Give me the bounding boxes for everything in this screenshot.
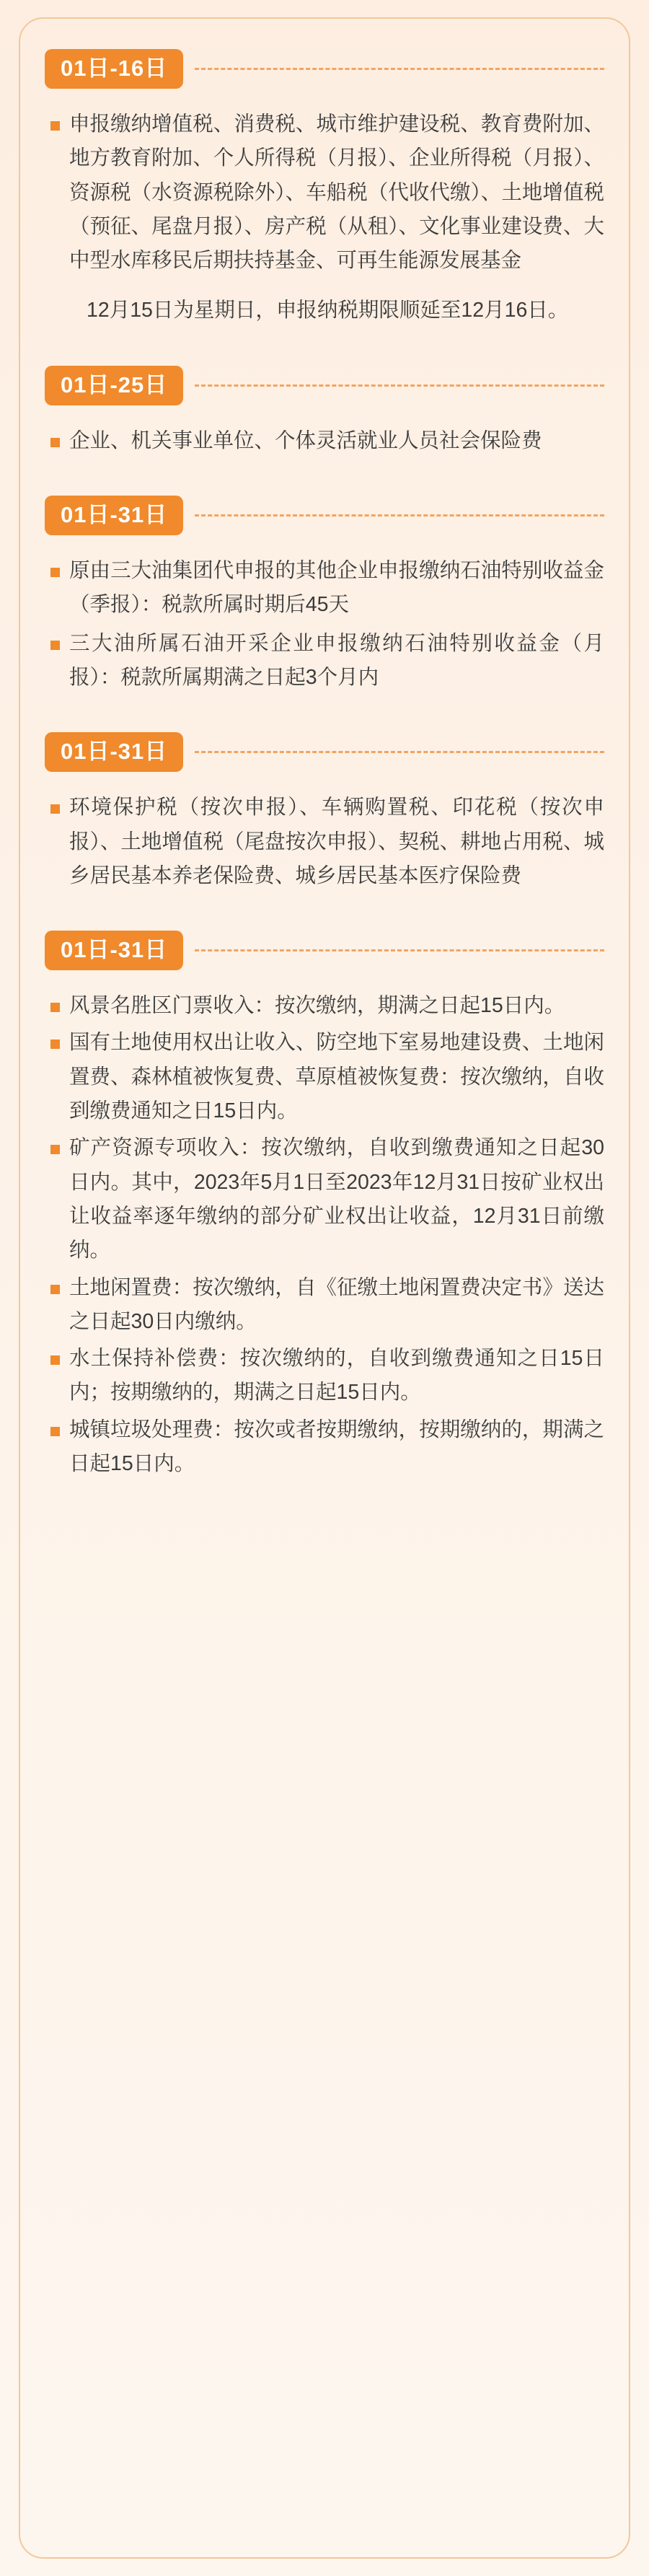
dashed-divider — [195, 384, 604, 387]
date-range-badge: 01日-31日 — [45, 931, 183, 970]
section-note: 12月15日为星期日，申报纳税期限顺延至12月16日。 — [87, 299, 569, 322]
dashed-divider — [195, 751, 604, 753]
dashed-divider — [195, 949, 604, 951]
dashed-divider — [195, 68, 604, 70]
list-item: 申报缴纳增值税、消费税、城市维护建设税、教育费附加、地方教育附加、个人所得税（月报）、企业所得税（月报）、资源税（水资源税除外）、车船税（代收代缴）、土地增值税（预征、尾盘月报）、房产税（从租）、文化事业建设费、大中型水库移民后期扶持基金、可再生能源发展基金 — [45, 107, 604, 278]
section-content — [45, 554, 604, 695]
section-block — [45, 496, 604, 695]
section-block — [45, 732, 604, 893]
list-item: 企业、机关事业单位、个体灵活就业人员社会保险费 — [45, 424, 604, 458]
section-header — [45, 496, 604, 535]
section-block — [45, 49, 604, 328]
list-item: 水土保持补偿费：按次缴纳的，自收到缴费通知之日15日内；按期缴纳的，期满之日起15日内。 — [45, 1342, 604, 1410]
date-range-badge: 01日-25日 — [45, 366, 183, 405]
document-body — [0, 29, 649, 1547]
section-header — [45, 931, 604, 970]
list-item: 国有土地使用权出让收入、防空地下室易地建设费、土地闲置费、森林植被恢复费、草原植被恢复费：按次缴纳，自收到缴费通知之日15日内。 — [45, 1026, 604, 1128]
section-header — [45, 732, 604, 772]
list-item: 原由三大油集团代申报的其他企业申报缴纳石油特别收益金（季报）：税款所属时期后45天 — [45, 554, 604, 623]
section-content — [45, 791, 604, 893]
section-block — [45, 366, 604, 458]
date-range-badge: 01日-31日 — [45, 496, 183, 535]
section-header — [45, 366, 604, 405]
date-range-badge: 01日-31日 — [45, 732, 183, 772]
list-item: 风景名胜区门票收入：按次缴纳，期满之日起15日内。 — [45, 989, 604, 1023]
list-item: 三大油所属石油开采企业申报缴纳石油特别收益金（月报）：税款所属期满之日起3个月内 — [45, 627, 604, 695]
section-header — [45, 49, 604, 89]
list-item: 矿产资源专项收入：按次缴纳，自收到缴费通知之日起30日内。其中，2023年5月1日至2023年12月31日按矿业权出让收益率逐年缴纳的部分矿业权出让收益，12月31日前缴纳。 — [45, 1131, 604, 1267]
list-item: 土地闲置费：按次缴纳，自《征缴土地闲置费决定书》送达之日起30日内缴纳。 — [45, 1271, 604, 1340]
section-content — [45, 107, 604, 328]
list-item: 城镇垃圾处理费：按次或者按期缴纳，按期缴纳的，期满之日起15日内。 — [45, 1413, 604, 1482]
date-range-badge: 01日-16日 — [45, 49, 183, 89]
section-content — [45, 989, 604, 1481]
section-block — [45, 931, 604, 1481]
dashed-divider — [195, 514, 604, 516]
list-item: 环境保护税（按次申报）、车辆购置税、印花税（按次申报）、土地增值税（尾盘按次申报）、契税、耕地占用税、城乡居民基本养老保险费、城乡居民基本医疗保险费 — [45, 791, 604, 893]
section-content — [45, 424, 604, 458]
